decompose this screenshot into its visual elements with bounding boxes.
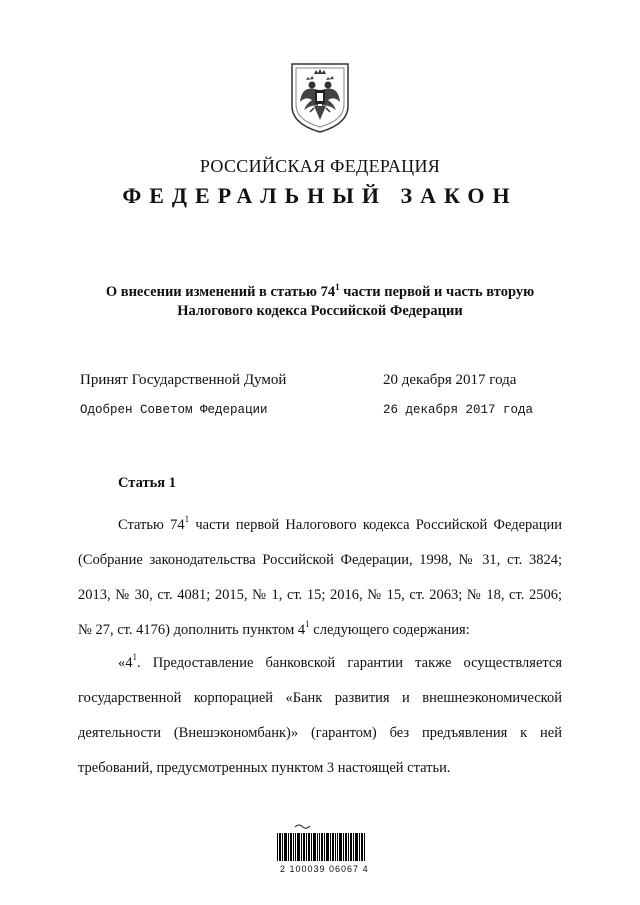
- paragraph-line: 2013, № 30, ст. 4081; 2015, № 1, ст. 15; 2016, № 15, ст. 2063; № 18, ст. 2506;: [78, 587, 562, 603]
- paragraph-line: требований, предусмотренных пунктом 3 настоящей статьи.: [78, 760, 451, 776]
- law-title: ФЕДЕРАЛЬНЫЙ ЗАКОН: [122, 183, 518, 208]
- subject-line-1: О внесении изменений в статью $74^1$ части первой и часть вторую: [105, 282, 535, 300]
- duma-adoption-label: Принят Государственной Думой: [80, 372, 287, 388]
- law-subject: [0, 278, 640, 321]
- paragraph-line: (Собрание законодательства Российской Федерации, 1998, № 31, ст. 3824;: [78, 552, 562, 568]
- article-title: Статья 1: [118, 475, 176, 491]
- barcode-number: 2 100039 06067 4: [280, 864, 369, 874]
- paragraph-line: государственной корпорацией «Банк развития и внешнеэкономической: [78, 690, 562, 706]
- paragraph-line: Статью $74^1$ части первой Налогового кодекса Российской Федерации: [118, 514, 562, 533]
- coat-of-arms-emblem: [288, 60, 352, 134]
- country-heading: РОССИЙСКАЯ ФЕДЕРАЦИЯ: [199, 156, 441, 176]
- duma-adoption-date: 20 декабря 2017 года: [383, 372, 517, 388]
- article-paragraph-2: [78, 646, 562, 786]
- paragraph-line: № 27, ст. 4176) дополнить пунктом $4^1$ следующего содержания:: [78, 619, 470, 638]
- subject-line-2: Налогового кодекса Российской Федерации: [177, 302, 463, 319]
- paragraph-line: деятельности (Внешэкономбанк)» (гарантом) без предъявления к ней: [78, 725, 562, 741]
- council-approval-date: 26 декабря 2017 года: [383, 403, 534, 417]
- barcode-graphic: [277, 823, 367, 865]
- barcode: [277, 823, 367, 870]
- council-approval-label: Одобрен Советом Федерации: [80, 403, 268, 417]
- paragraph-line: «$4^1$. Предоставление банковской гарантии также осуществляется: [118, 652, 562, 671]
- article-paragraph-1: [78, 508, 562, 648]
